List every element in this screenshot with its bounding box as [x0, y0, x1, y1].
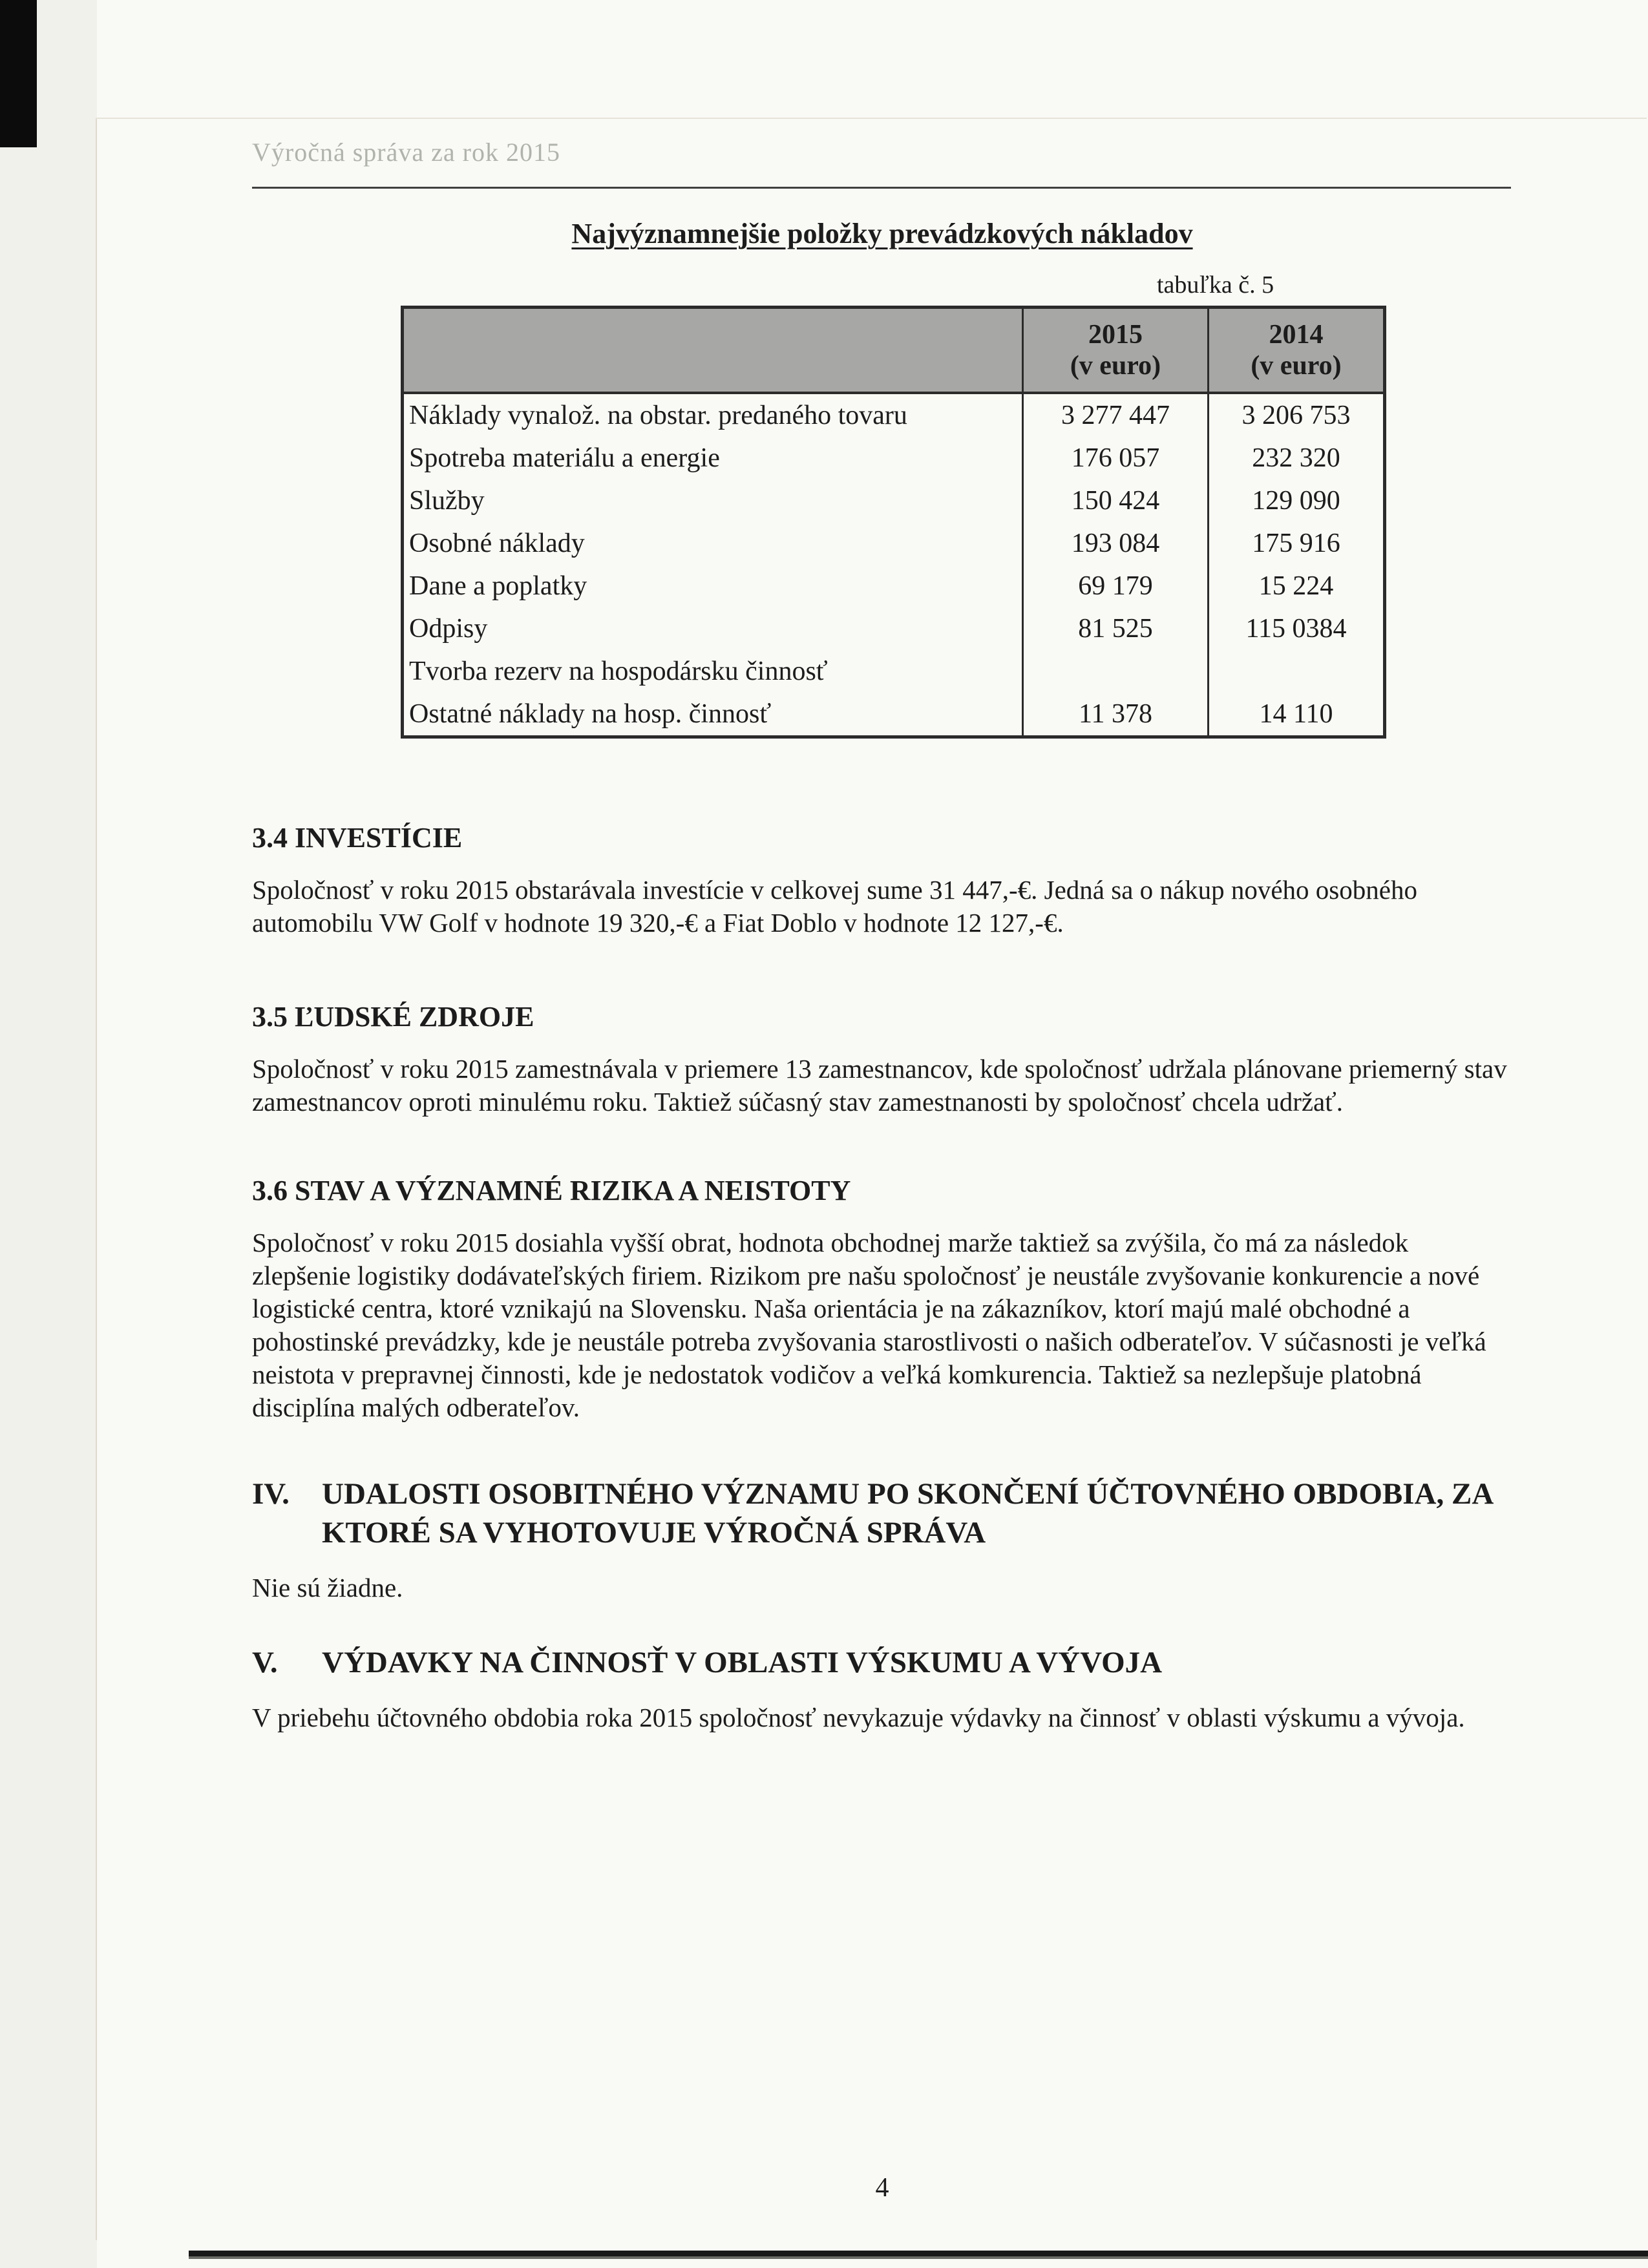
row-value-2015: 69 179 [1023, 565, 1209, 607]
row-label: Služby [409, 486, 485, 516]
row-value-2015: 193 084 [1023, 522, 1209, 565]
table-header-2015-year: 2015 [1088, 320, 1143, 350]
table-header-empty-cell [403, 308, 1023, 394]
row-value-2014: 232 320 [1209, 437, 1385, 479]
row-value-2014: 14 110 [1209, 693, 1385, 737]
table-row [403, 437, 1385, 479]
section-heading-ludske-zdroje: 3.5 ĽUDSKÉ ZDROJE [252, 1001, 534, 1033]
table-header-2014 [1209, 308, 1385, 394]
table-header-2014-year: 2014 [1269, 320, 1324, 350]
row-value-2015 [1023, 650, 1209, 693]
page-content [252, 137, 1512, 1734]
header-rule [252, 187, 1511, 189]
major-section-heading-v [252, 1643, 1512, 1682]
major-section-number: V. [252, 1646, 278, 1679]
table-caption: tabuľka č. 5 [1157, 271, 1274, 299]
row-label: Ostatné náklady na hosp. činnosť [409, 699, 772, 729]
scan-artifact-bottom-shadow [189, 2256, 1648, 2259]
row-value-2015: 150 424 [1023, 479, 1209, 522]
section-paragraph-rizika: Spoločnosť v roku 2015 dosiahla vyšší obrat, hodnota obchodnej marže taktiež sa zvýšila, čo má za následok zlepšenie logistiky dodávateľských firiem. Rizikom pre našu spoločnosť je neustále zvyšovanie konkurencie a nové logistické centra, ktoré vznikajú na Slovensku. Naša orientácia je na zákazníkov, ktorí majú malé obchodné a pohostinské prevádzky, kde je neustále potreba zvyšovania starostlivosti o našich odberateľov. V súčasnosti je veľká neistota v prepravnej činnosti, kde je nedostatok vodičov a veľká komkurencia. Taktiež sa nezlepšuje platobná disciplína malých odberateľov. [252, 1228, 1486, 1422]
row-label: Tvorba rezerv na hospodársku činnosť [409, 656, 828, 686]
row-value-2014: 115 0384 [1209, 607, 1385, 650]
page-number: 4 [875, 2173, 889, 2203]
scan-artifact-bottom-edge [189, 2251, 1648, 2256]
row-label: Dane a poplatky [409, 571, 587, 601]
row-label: Spotreba materiálu a energie [409, 443, 720, 473]
major-section-heading-iv [252, 1475, 1512, 1552]
table-row [403, 693, 1385, 737]
row-value-2015: 3 277 447 [1023, 393, 1209, 437]
row-value-2014 [1209, 650, 1385, 693]
major-section-paragraph-v: V priebehu účtovného obdobia roka 2015 spoločnosť nevykazuje výdavky na činnosť v oblasti výskumu a vývoja. [252, 1703, 1465, 1732]
section-paragraph-ludske-zdroje: Spoločnosť v roku 2015 zamestnávala v priemere 13 zamestnancov, kde spoločnosť udržala plánovane priemerný stav zamestnancov oproti minulému roku. Taktiež súčasný stav zamestnanosti by spoločnosť chcela udržať. [252, 1054, 1507, 1117]
row-value-2014: 3 206 753 [1209, 393, 1385, 437]
table-row [403, 393, 1385, 437]
table-header-2015 [1023, 308, 1209, 394]
major-section-paragraph-iv: Nie sú žiadne. [252, 1573, 403, 1602]
row-label: Osobné náklady [409, 529, 585, 558]
scan-artifact-black-bar [0, 0, 37, 147]
table-row [403, 650, 1385, 693]
row-value-2015: 11 378 [1023, 693, 1209, 737]
row-label: Odpisy [409, 614, 488, 644]
row-value-2015: 81 525 [1023, 607, 1209, 650]
table-header-row [403, 308, 1385, 394]
major-section-title: UDALOSTI OSOBITNÉHO VÝZNAMU PO SKONČENÍ ÚČTOVNÉHO OBDOBIA, ZA KTORÉ SA VYHOTOVUJE VÝROČNÁ SPRÁVA [322, 1477, 1492, 1549]
section-heading-rizika: 3.6 STAV A VÝZNAMNÉ RIZIKA A NEISTOTY [252, 1175, 851, 1206]
table-row [403, 565, 1385, 607]
table-row [403, 479, 1385, 522]
paper-edge-horizontal [96, 118, 1647, 119]
table-row [403, 522, 1385, 565]
row-value-2015: 176 057 [1023, 437, 1209, 479]
row-value-2014: 129 090 [1209, 479, 1385, 522]
document-title: Najvýznamnejšie položky prevádzkových nákladov [571, 218, 1193, 249]
row-label: Náklady vynalož. na obstar. predaného tovaru [409, 401, 907, 430]
row-value-2014: 175 916 [1209, 522, 1385, 565]
report-running-header: Výročná správa za rok 2015 [252, 138, 560, 167]
paper-edge-vertical [96, 118, 97, 2240]
operating-costs-table [401, 306, 1386, 739]
section-heading-investicie: 3.4 INVESTÍCIE [252, 822, 463, 854]
major-section-title: VÝDAVKY NA ČINNOSŤ V OBLASTI VÝSKUMU A VÝVOJA [322, 1646, 1163, 1679]
section-paragraph-investicie: Spoločnosť v roku 2015 obstarávala investície v celkovej sume 31 447,-€. Jedná sa o nákup nového osobného automobilu VW Golf v hodnote 19 320,-€ a Fiat Doblo v hodnote 12 127,-€. [252, 875, 1417, 938]
row-value-2014: 15 224 [1209, 565, 1385, 607]
scan-left-margin [0, 0, 97, 2268]
table-header-2015-unit: (v euro) [1070, 351, 1161, 381]
table-header-2014-unit: (v euro) [1251, 351, 1342, 381]
table-row [403, 607, 1385, 650]
major-section-number: IV. [252, 1477, 290, 1511]
